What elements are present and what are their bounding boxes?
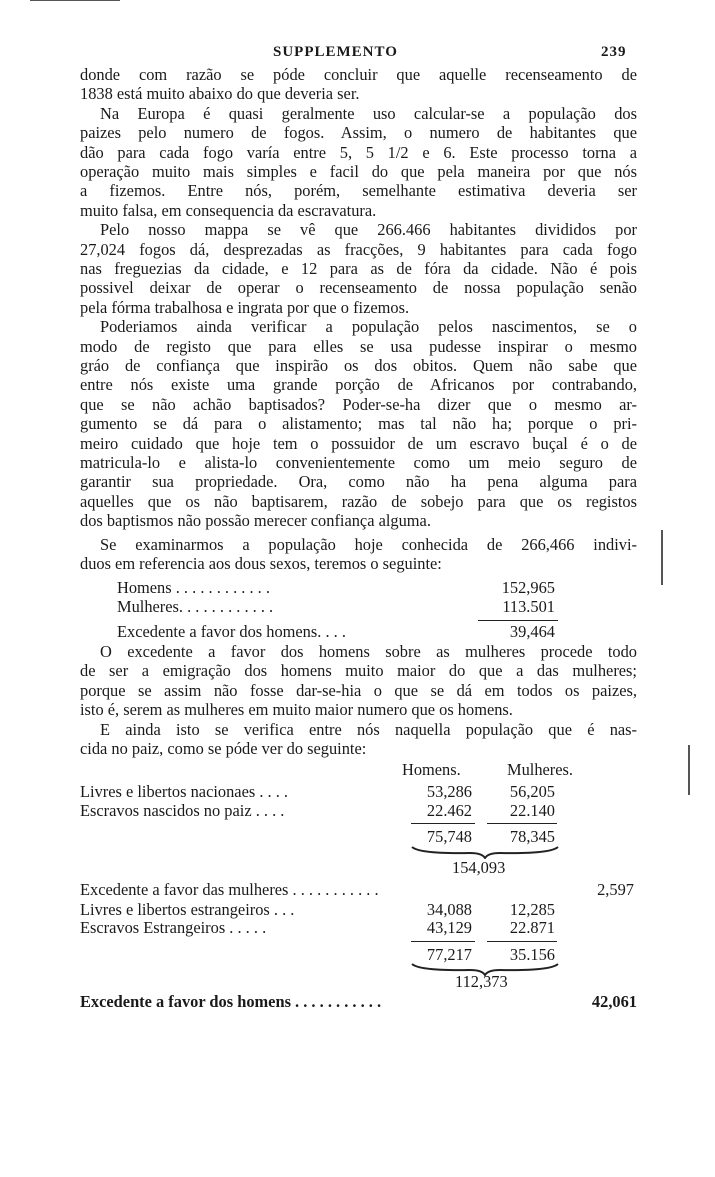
scan-mark <box>688 745 690 795</box>
text-line: cida no paiz, como se póde ver do seguinte: <box>80 739 367 758</box>
mulheres-sum: 78,345 <box>509 827 555 846</box>
scan-mark <box>661 530 663 585</box>
brace-icon <box>410 845 560 859</box>
row-label: Homens . . . . . . . . . . . . <box>117 578 270 597</box>
excess-women-value: 2,597 <box>597 880 634 899</box>
text-line: de ser a emigração dos homens muito maior do que a das mulheres; <box>80 661 637 681</box>
row-label: Livres e libertos estrangeiros . . . <box>80 900 295 919</box>
sum-rule <box>411 823 475 824</box>
text-line: garantir sua propriedade. Ora, como não ha pena alguma para <box>80 472 637 492</box>
excess-men-value: 42,061 <box>591 992 637 1011</box>
total: 112,373 <box>455 972 508 991</box>
row-label: Livres e libertos nacionaes . . . . <box>80 782 289 801</box>
row-value: 152,965 <box>501 578 555 597</box>
text-line: aquelles que os não baptisarem, razão de sobejo para que os registos <box>80 491 637 511</box>
row-label: Mulheres. . . . . . . . . . . . <box>117 597 274 616</box>
text-line: 1838 está muito abaixo do que deveria ser. <box>80 84 360 104</box>
text-line: Na Europa é quasi geralmente uso calcular-se a população dos <box>100 103 637 123</box>
result-value: 39,464 <box>509 622 555 641</box>
text-line: E ainda isto se verifica entre nós naquella população que é nas- <box>100 719 637 739</box>
mulheres-value: 22.871 <box>509 918 555 937</box>
text-line: possivel deixar de operar o recenseamento de nossa população senão <box>80 278 637 298</box>
text-line: Poderiamos ainda verificar a população pelos nascimentos, se o <box>100 317 637 337</box>
text-line: entre nós existe uma grande porção de Africanos por contrabando, <box>80 375 637 395</box>
text-line: dão para cada fogo varía entre 5, 5 1/2 e 6. Este processo torna a <box>80 142 637 162</box>
mulheres-value: 56,205 <box>509 782 555 801</box>
sum-rule <box>411 941 475 942</box>
text-line: matricula-lo e alista-lo convenientemente como um meio seguro de <box>80 453 637 472</box>
page-number: 239 <box>601 44 627 60</box>
homens-value: 34,088 <box>426 900 472 919</box>
text-line: modo de registo que para elles se usa pudesse inspirar o mesmo <box>80 336 637 356</box>
text-line: gráo de confiança que inspirão os dos obitos. Quem não sabe que <box>80 356 637 375</box>
col-homens: Homens. <box>402 760 461 779</box>
text-line: pela fórma trabalhosa e ingrata por que o fizemos. <box>80 297 410 317</box>
text-line: operação muito mais simples e facil do que pela maneira por que nós <box>80 162 637 181</box>
text-line: O excedente a favor dos homens sobre as mulheres procede todo <box>100 642 637 661</box>
text-line: dos baptismos não possão merecer confiança alguma. <box>80 511 431 531</box>
text-line: gumento se dá para o alistamento; mas tal não ha; porque o pri- <box>80 414 637 434</box>
homens-value: 43,129 <box>426 918 472 937</box>
text-line: Pelo nosso mappa se vê que 266.466 habitantes divididos por <box>100 220 637 240</box>
text-line: meiro cuidado que hoje tem o possuidor de um escravo buçal é o de <box>80 433 637 453</box>
text-line: isto é, serem as mulheres em muito maior numero que os homens. <box>80 700 513 720</box>
homens-value: 22.462 <box>426 801 472 820</box>
sum-rule <box>487 941 557 942</box>
homens-sum: 75,748 <box>426 827 472 846</box>
running-header: SUPPLEMENTO <box>273 44 398 60</box>
text-line: porque se assim não fosse dar-se-hia o que se dá em todos os paizes, <box>80 680 637 700</box>
sum-rule <box>478 620 558 621</box>
row-label: Escravos nascidos no paiz . . . . <box>80 801 285 820</box>
excess-men-label: Excedente a favor dos homens . . . . . . . . . . . <box>80 992 382 1011</box>
text-line: duos em referencia aos dous sexos, teremos o seguinte: <box>80 553 442 573</box>
mulheres-sum: 35.156 <box>509 945 555 964</box>
col-mulheres: Mulheres. <box>507 760 574 779</box>
row-value: 113.501 <box>502 597 555 616</box>
text-line: a fizemos. Entre nós, porém, semelhante estimativa deveria ser <box>80 181 637 201</box>
mulheres-value: 22.140 <box>509 801 555 820</box>
excess-women-label: Excedente a favor das mulheres . . . . . . . . . . . <box>80 880 379 899</box>
scan-mark <box>30 0 120 1</box>
total: 154,093 <box>452 858 506 877</box>
row-label: Escravos Estrangeiros . . . . . <box>80 918 267 937</box>
homens-sum: 77,217 <box>426 945 472 964</box>
text-line: muito falsa, em consequencia da escravatura. <box>80 200 377 220</box>
sum-rule <box>487 823 557 824</box>
text-line: nas freguezias da cidade, e 12 para as de fóra da cidade. Não é pois <box>80 259 637 278</box>
text-line: donde com razão se póde concluir que aquelle recenseamento de <box>80 65 637 84</box>
text-line: que se não achão baptisados? Poder-se-ha dizer que o mesmo ar- <box>80 394 637 414</box>
text-line: paizes pelo numero de fogos. Assim, o numero de habitantes que <box>80 123 637 143</box>
text-line: Se examinarmos a população hoje conhecida de 266,466 indivi- <box>100 535 637 554</box>
result-label: Excedente a favor dos homens. . . . <box>117 622 346 641</box>
text-line: 27,024 fogos dá, desprezadas as fracções, 9 habitantes para cada fogo <box>80 239 637 259</box>
homens-value: 53,286 <box>426 782 472 801</box>
mulheres-value: 12,285 <box>509 900 555 919</box>
